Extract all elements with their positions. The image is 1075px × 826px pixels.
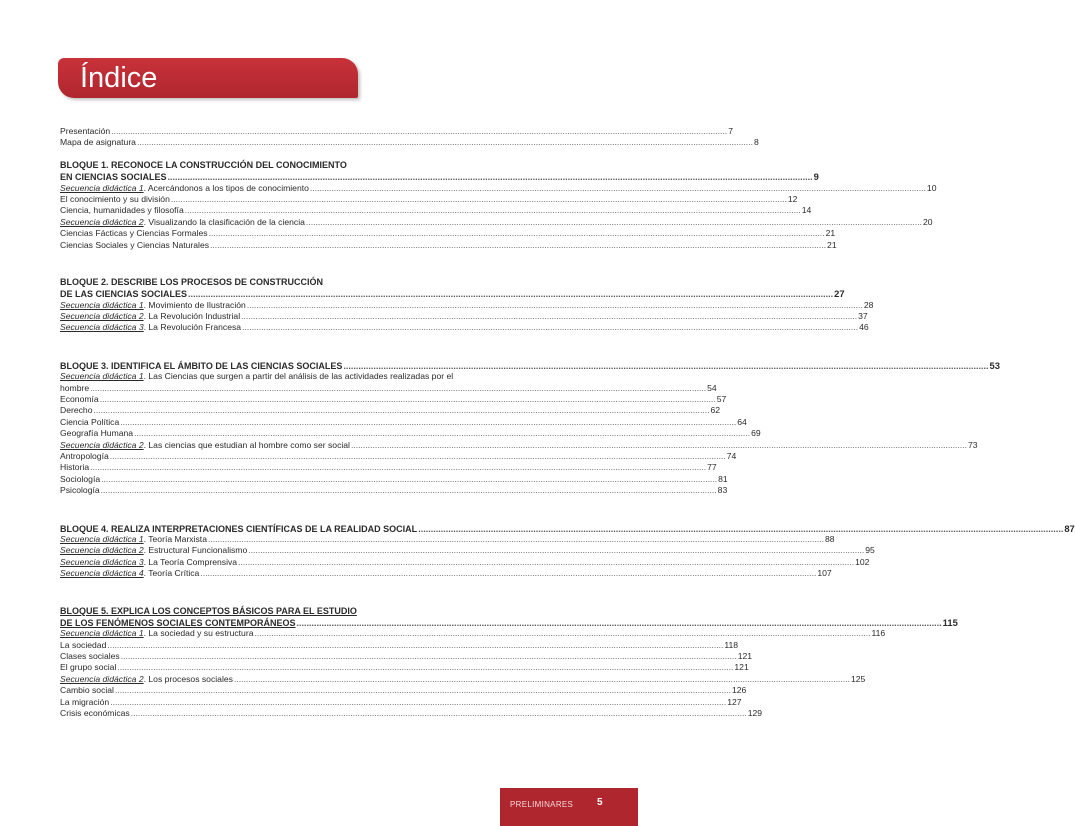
toc-entry[interactable] xyxy=(60,628,886,639)
sequence-label: Secuencia didáctica 1 xyxy=(60,182,144,193)
toc-entry-text: Cambio social xyxy=(60,685,114,696)
section-spacer xyxy=(60,149,546,160)
toc-heading-line: BLOQUE 5. EXPLICA LOS CONCEPTOS BÁSICOS PARA EL ESTUDIO xyxy=(60,605,357,616)
dot-leader xyxy=(241,311,857,322)
table-of-contents xyxy=(60,126,1075,719)
toc-entry[interactable] xyxy=(60,405,721,416)
toc-entry[interactable] xyxy=(60,696,742,708)
toc-entry[interactable] xyxy=(60,533,835,545)
toc-entry[interactable] xyxy=(60,126,733,137)
toc-entry[interactable] xyxy=(60,394,727,405)
toc-heading-text: BLOQUE 4. REALIZA INTERPRETACIONES CIENTÍFICAS DE LA REALIDAD SOCIAL xyxy=(60,523,418,534)
toc-page-number: 21 xyxy=(825,228,836,239)
toc-entry[interactable] xyxy=(60,485,728,496)
toc-page-number: 21 xyxy=(827,239,837,250)
dot-leader xyxy=(93,405,709,416)
dot-leader xyxy=(110,451,726,462)
toc-entry-text xyxy=(60,674,233,685)
toc-entry[interactable] xyxy=(60,462,717,473)
toc-entry[interactable] xyxy=(60,545,875,556)
toc-page-number: 107 xyxy=(817,568,832,579)
toc-entry-text: Ciencia, humanidades y filosofía xyxy=(60,205,184,216)
toc-entry[interactable] xyxy=(60,193,798,205)
sequence-title: . La Revolución Industrial xyxy=(143,311,241,322)
dot-leader xyxy=(306,217,922,228)
toc-entry-text: Clases sociales xyxy=(60,651,120,662)
toc-page-number: 53 xyxy=(989,359,1000,371)
section-spacer xyxy=(60,497,546,523)
toc-heading-text: DE LAS CIENCIAS SOCIALES xyxy=(60,289,188,300)
toc-page-number: 8 xyxy=(753,137,759,148)
sequence-label: Secuencia didáctica 1 xyxy=(60,628,144,639)
toc-page-number: 12 xyxy=(787,193,798,204)
dot-leader xyxy=(209,228,825,239)
dot-leader xyxy=(185,205,801,216)
toc-entry[interactable] xyxy=(60,228,836,239)
dot-leader xyxy=(100,394,716,405)
dot-leader xyxy=(242,322,858,333)
dot-leader xyxy=(171,194,787,205)
dot-leader xyxy=(110,697,726,708)
toc-heading[interactable] xyxy=(60,288,845,300)
dot-leader xyxy=(254,628,870,639)
toc-page-number: 27 xyxy=(834,288,845,300)
dot-leader xyxy=(90,383,706,394)
toc-page-number: 95 xyxy=(865,545,875,556)
toc-entry[interactable] xyxy=(60,428,761,439)
dot-leader xyxy=(90,462,706,473)
sequence-title: . Teoría Crítica xyxy=(143,568,200,579)
sequence-label: Secuencia didáctica 1 xyxy=(60,299,144,310)
toc-page-number: 14 xyxy=(801,205,812,216)
toc-page-number: 46 xyxy=(859,322,869,333)
dot-leader xyxy=(234,674,850,685)
toc-page-number: 102 xyxy=(855,556,870,567)
toc-entry[interactable] xyxy=(60,685,747,696)
sequence-title: . Los procesos sociales xyxy=(143,673,233,684)
toc-entry-text xyxy=(60,440,350,451)
dot-leader xyxy=(134,428,750,439)
sequence-title: . Las ciencias que estudian al hombre como ser social xyxy=(143,439,350,450)
toc-entry-text: Psicología xyxy=(60,485,100,496)
toc-entry-text: El conocimiento y su división xyxy=(60,193,170,204)
dot-leader xyxy=(121,651,737,662)
toc-page-number: 88 xyxy=(825,533,835,544)
toc-heading[interactable] xyxy=(60,522,1075,534)
toc-page-number: 77 xyxy=(707,462,717,473)
toc-entry-text xyxy=(60,534,207,545)
toc-entry-text: Ciencias Sociales y Ciencias Naturales xyxy=(60,239,210,250)
toc-page-number: 126 xyxy=(732,685,747,696)
toc-heading-text: EN CIENCIAS SOCIALES xyxy=(60,172,167,183)
toc-entry[interactable] xyxy=(60,473,728,485)
toc-entry[interactable] xyxy=(60,137,759,148)
toc-entry-text: Crisis económicas xyxy=(60,708,130,719)
toc-page-number: 87 xyxy=(1064,522,1075,534)
toc-page-number: 64 xyxy=(737,416,747,427)
dot-leader xyxy=(200,568,816,579)
dot-leader xyxy=(247,300,863,311)
toc-entry-text: . Las Ciencias que surgen a partir del análisis de las actividades realizadas por el xyxy=(143,371,454,382)
toc-heading[interactable] xyxy=(60,171,819,183)
toc-entry[interactable] xyxy=(60,239,837,251)
toc-entry[interactable] xyxy=(60,322,869,333)
toc-page-number: 37 xyxy=(858,311,868,322)
dot-leader xyxy=(117,662,733,673)
dot-leader xyxy=(208,534,824,545)
toc-heading[interactable] xyxy=(60,616,958,628)
toc-entry-text: Geografía Humana xyxy=(60,428,134,439)
toc-page-number: 81 xyxy=(718,473,728,484)
section-spacer xyxy=(60,251,546,277)
toc-heading-line: BLOQUE 2. DESCRIBE LOS PROCESOS DE CONSTRUCCIÓN xyxy=(60,276,324,287)
sequence-title: . Movimiento de Ilustración xyxy=(143,299,246,310)
page-title: Índice xyxy=(80,62,158,94)
dot-leader xyxy=(248,545,864,556)
sequence-label: Secuencia didáctica 2 xyxy=(60,673,144,684)
sequence-label: Secuencia didáctica 1 xyxy=(60,533,144,544)
toc-entry-text: Sociología xyxy=(60,473,101,484)
toc-entry[interactable] xyxy=(60,182,937,194)
dot-leader xyxy=(111,126,727,137)
sequence-label: Secuencia didáctica 4 xyxy=(60,568,144,579)
title-banner xyxy=(58,58,358,98)
toc-page-number: 129 xyxy=(747,708,763,719)
dot-leader xyxy=(210,240,826,251)
sequence-label: Secuencia didáctica 2 xyxy=(60,216,144,227)
toc-entry[interactable] xyxy=(60,639,739,651)
dot-leader xyxy=(137,137,753,148)
toc-page-number: 74 xyxy=(726,450,737,461)
sequence-title: . La Revolución Francesa xyxy=(143,322,242,333)
sequence-title: . Acercándonos a los tipos de conocimiento xyxy=(143,182,309,193)
toc-entry-text: Economía xyxy=(60,394,99,405)
toc-entry[interactable] xyxy=(60,439,978,451)
toc-page-number: 7 xyxy=(728,126,733,136)
toc-page-number: 9 xyxy=(813,171,819,183)
toc-entry[interactable] xyxy=(60,450,737,462)
toc-entry-text: Derecho xyxy=(60,405,93,416)
footer-section-label: PRELIMINARES xyxy=(510,800,574,809)
toc-page-number: 28 xyxy=(863,299,874,310)
sequence-title: . La sociedad y su estructura xyxy=(143,628,254,639)
toc-entry[interactable] xyxy=(60,216,933,228)
toc-entry-text xyxy=(60,628,253,639)
sequence-label: Secuencia didáctica 2 xyxy=(60,439,144,450)
dot-leader xyxy=(115,685,731,696)
toc-entry-text xyxy=(60,322,241,333)
sequence-label: Secuencia didáctica 1 xyxy=(60,371,144,382)
toc-entry-text: La migración xyxy=(60,696,110,707)
toc-page-number: 73 xyxy=(967,439,978,450)
toc-page-number: 57 xyxy=(716,394,727,405)
toc-entry-text: Antropología xyxy=(60,450,109,461)
sequence-title: . Teoría Marxista xyxy=(143,533,207,544)
toc-entry-text xyxy=(60,183,309,194)
toc-entry-text xyxy=(60,217,305,228)
dot-leader xyxy=(131,708,747,719)
sequence-title: . Estructural Funcionalismo xyxy=(143,545,248,556)
dot-leader xyxy=(107,640,723,651)
sequence-label: Secuencia didáctica 2 xyxy=(60,545,144,556)
toc-heading-text: DE LOS FENÓMENOS SOCIALES CONTEMPORÁNEOS xyxy=(60,617,296,628)
toc-entry[interactable] xyxy=(60,568,832,579)
toc-page-number: 121 xyxy=(737,651,753,662)
footer-tab xyxy=(500,788,638,826)
toc-entry-text xyxy=(60,545,247,556)
section-spacer xyxy=(60,580,546,606)
sequence-title: . La Teoría Comprensiva xyxy=(143,556,238,567)
dot-leader xyxy=(120,417,736,428)
toc-entry-text: La sociedad xyxy=(60,639,107,650)
dot-leader xyxy=(351,440,967,451)
toc-entry[interactable] xyxy=(60,651,753,662)
sequence-label: Secuencia didáctica 3 xyxy=(60,556,144,567)
toc-entry-text: Mapa de asignatura xyxy=(60,137,136,148)
toc-heading-line: BLOQUE 1. RECONOCE LA CONSTRUCCIÓN DEL CONOCIMIENTO xyxy=(60,159,347,170)
dot-leader xyxy=(310,183,926,194)
toc-entry-text: Ciencia Política xyxy=(60,416,120,427)
toc-page-number: 20 xyxy=(922,216,933,227)
toc-page-number: 116 xyxy=(871,628,886,639)
toc-page-number: 121 xyxy=(734,662,749,673)
toc-page-number: 125 xyxy=(850,673,866,684)
toc-entry-text xyxy=(60,311,240,322)
toc-entry-text xyxy=(60,557,237,568)
dot-leader xyxy=(101,485,717,496)
toc-entry[interactable] xyxy=(60,673,866,685)
toc-page-number: 83 xyxy=(717,485,728,496)
toc-entry-text xyxy=(60,568,199,579)
toc-entry-text xyxy=(60,300,246,311)
section-spacer xyxy=(60,334,546,360)
toc-entry-line xyxy=(60,371,546,382)
toc-entry[interactable] xyxy=(60,662,749,673)
sequence-label: Secuencia didáctica 3 xyxy=(60,322,144,333)
toc-entry[interactable] xyxy=(60,382,717,394)
toc-entry-text: Presentación xyxy=(60,126,111,136)
toc-page-number: 118 xyxy=(724,639,739,650)
toc-page-number: 127 xyxy=(727,696,742,707)
toc-entry[interactable] xyxy=(60,556,870,568)
sequence-label: Secuencia didáctica 2 xyxy=(60,311,144,322)
toc-entry-text: El grupo social xyxy=(60,662,117,673)
toc-page-number: 69 xyxy=(751,428,761,439)
toc-entry[interactable] xyxy=(60,205,812,216)
sequence-title: . Visualizando la clasificación de la ciencia xyxy=(143,216,305,227)
toc-entry-text: Historia xyxy=(60,462,90,473)
toc-entry[interactable] xyxy=(60,299,874,311)
toc-entry[interactable] xyxy=(60,708,763,719)
toc-page-number: 115 xyxy=(942,616,958,628)
toc-entry-text: hombre xyxy=(60,382,90,393)
toc-entry-text: Ciencias Fácticas y Ciencias Formales xyxy=(60,228,208,239)
dot-leader xyxy=(101,474,717,485)
toc-page-number: 62 xyxy=(710,405,721,416)
toc-page-number: 10 xyxy=(926,182,937,193)
toc-entry[interactable] xyxy=(60,311,868,322)
toc-heading-text: BLOQUE 3. IDENTIFICA EL ÁMBITO DE LAS CIENCIAS SOCIALES xyxy=(60,360,343,371)
toc-entry[interactable] xyxy=(60,416,747,428)
page-number: 5 xyxy=(597,797,603,808)
toc-heading[interactable] xyxy=(60,359,1000,371)
dot-leader xyxy=(238,557,854,568)
toc-page-number: 54 xyxy=(707,382,717,393)
